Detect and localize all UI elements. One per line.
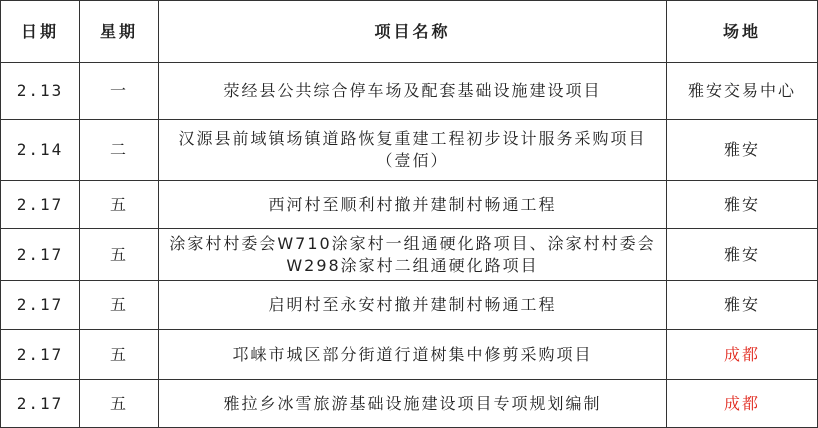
header-venue: 场地 [667, 1, 818, 63]
week-cell: 五 [80, 330, 159, 380]
venue-cell: 成都 [667, 330, 818, 380]
venue-cell: 成都 [667, 380, 818, 428]
venue-cell: 雅安 [667, 120, 818, 181]
week-cell: 五 [80, 380, 159, 428]
header-week: 星期 [80, 1, 159, 63]
week-cell: 二 [80, 120, 159, 181]
table-row [1, 120, 818, 181]
project-cell: 西河村至顺利村撤并建制村畅通工程 [159, 181, 667, 229]
project-cell: 雅拉乡冰雪旅游基础设施建设项目专项规划编制 [159, 380, 667, 428]
project-cell: 荥经县公共综合停车场及配套基础设施建设项目 [159, 63, 667, 120]
date-cell: 2.17 [1, 229, 80, 281]
table-row [1, 281, 818, 330]
table-row [1, 63, 818, 120]
table-row [1, 330, 818, 380]
project-cell: 汉源县前域镇场镇道路恢复重建工程初步设计服务采购项目（壹佰） [159, 120, 667, 181]
header-row [1, 1, 818, 63]
week-cell: 五 [80, 281, 159, 330]
table-row [1, 229, 818, 281]
date-cell: 2.17 [1, 281, 80, 330]
venue-cell: 雅安 [667, 281, 818, 330]
venue-cell: 雅安 [667, 229, 818, 281]
week-cell: 五 [80, 181, 159, 229]
week-cell: 一 [80, 63, 159, 120]
venue-cell: 雅安 [667, 181, 818, 229]
venue-cell: 雅安交易中心 [667, 63, 818, 120]
project-cell: 邛崃市城区部分街道行道树集中修剪采购项目 [159, 330, 667, 380]
table-row [1, 380, 818, 428]
date-cell: 2.17 [1, 181, 80, 229]
project-cell: 涂家村村委会W710涂家村一组通硬化路项目、涂家村村委会W298涂家村二组通硬化路项目 [159, 229, 667, 281]
date-cell: 2.14 [1, 120, 80, 181]
project-cell: 启明村至永安村撤并建制村畅通工程 [159, 281, 667, 330]
date-cell: 2.17 [1, 330, 80, 380]
date-cell: 2.13 [1, 63, 80, 120]
week-cell: 五 [80, 229, 159, 281]
table-row [1, 181, 818, 229]
header-project: 项目名称 [159, 1, 667, 63]
date-cell: 2.17 [1, 380, 80, 428]
header-date: 日期 [1, 1, 80, 63]
